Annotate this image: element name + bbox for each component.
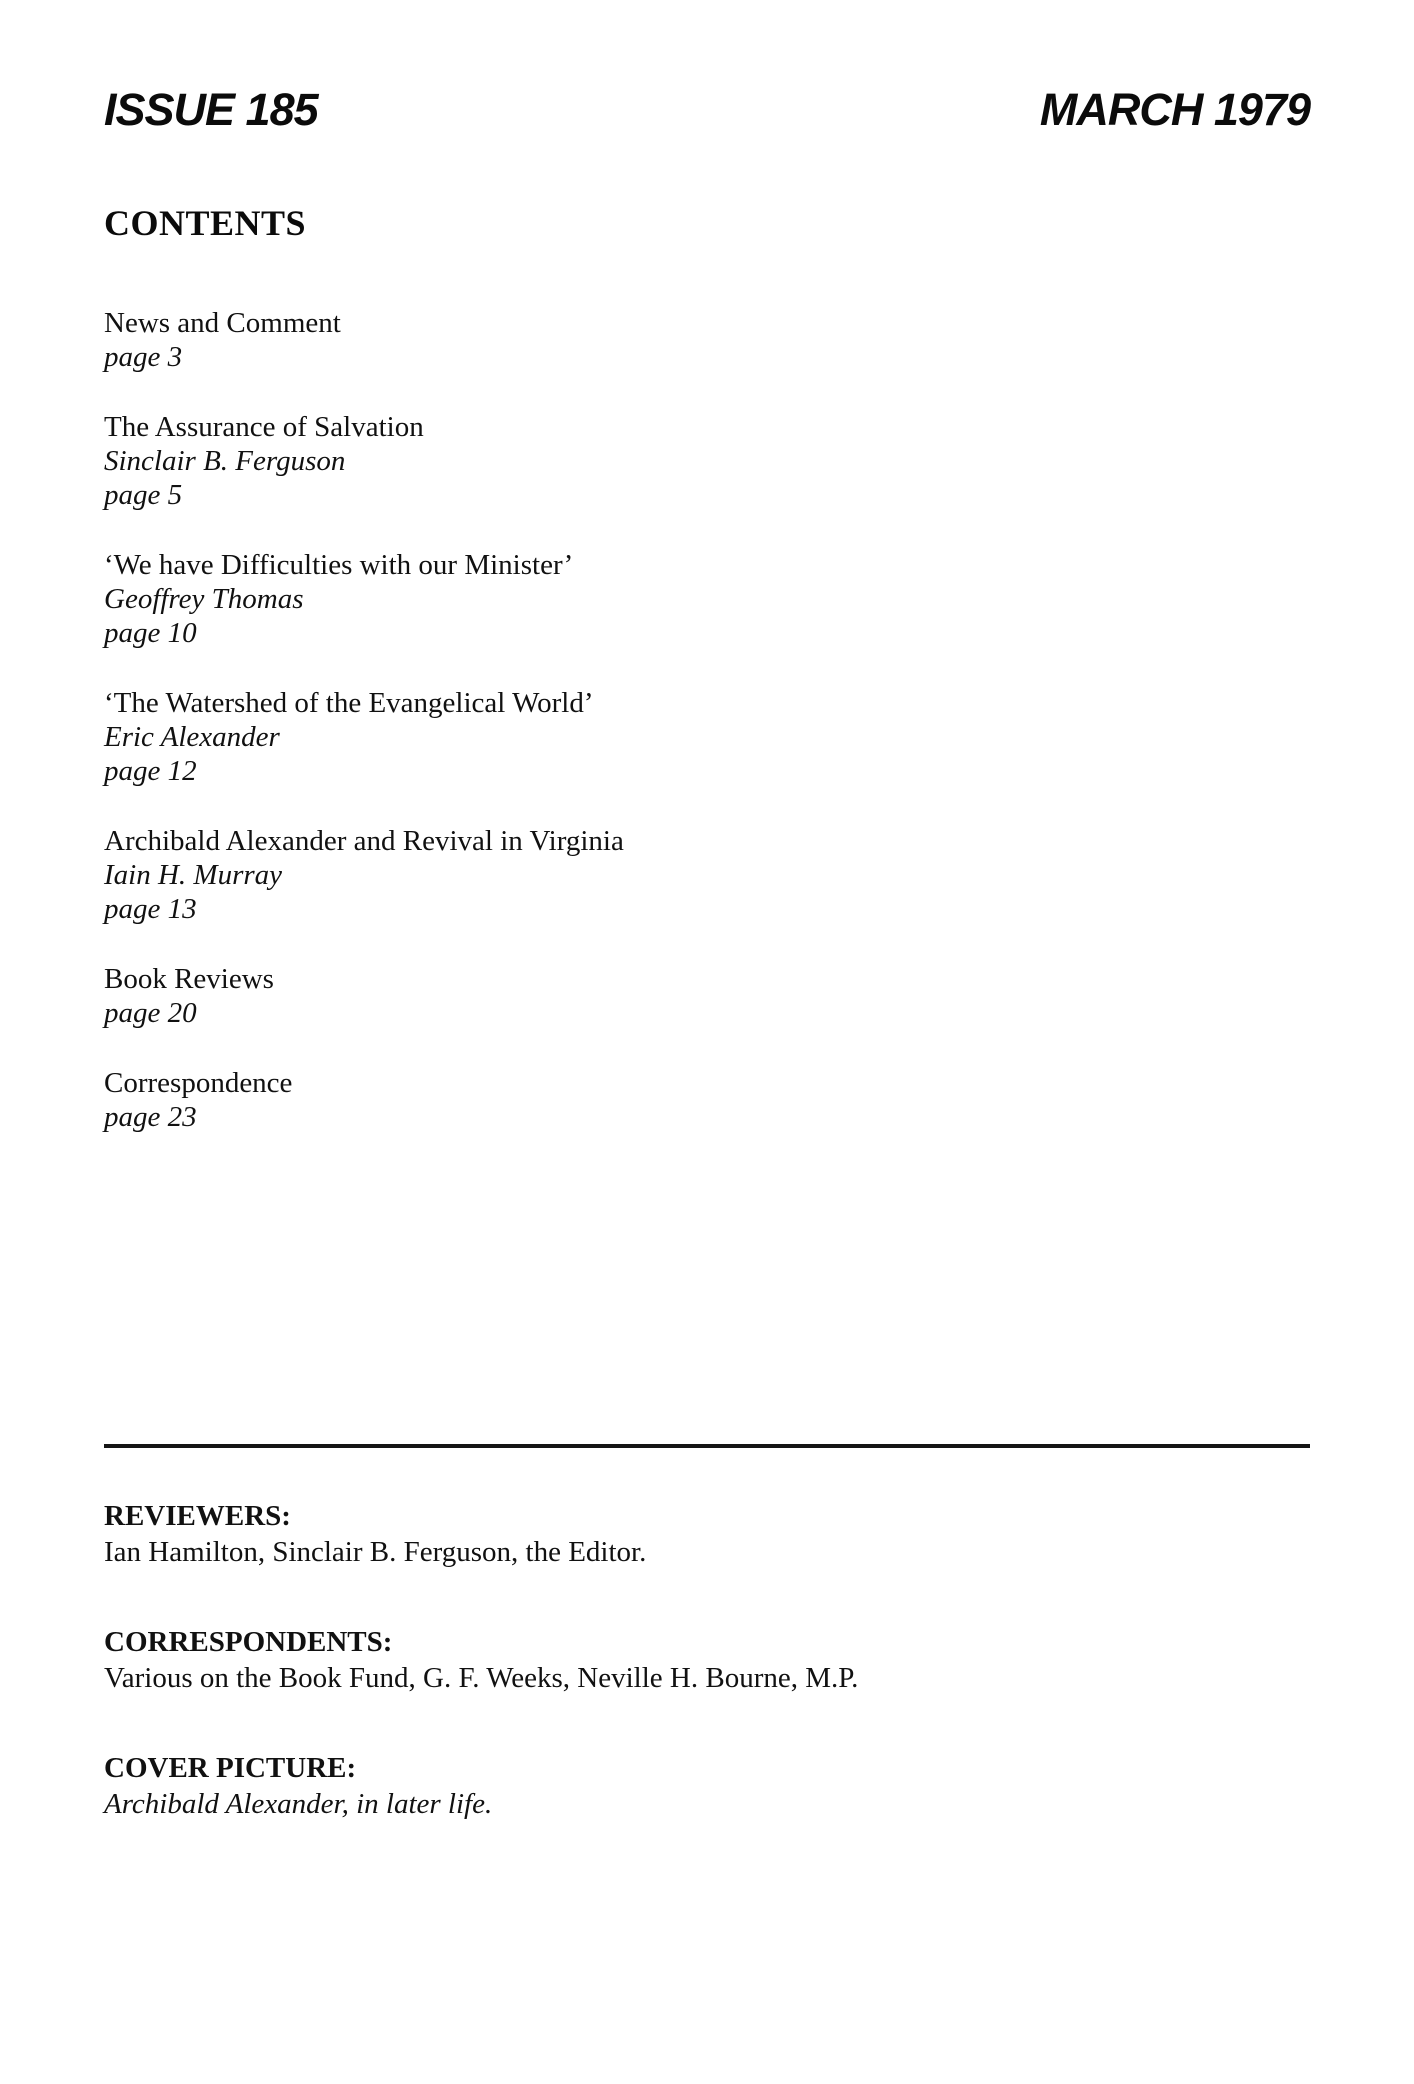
toc-entry bbox=[104, 962, 1310, 1030]
correspondents-heading: CORRESPONDENTS: bbox=[104, 1626, 393, 1658]
table-of-contents bbox=[104, 306, 1310, 1134]
correspondents-section bbox=[104, 1624, 1310, 1696]
toc-entry-page: page 20 bbox=[104, 997, 197, 1029]
toc-entry bbox=[104, 686, 1310, 788]
masthead bbox=[104, 84, 1310, 136]
reviewers-section bbox=[104, 1498, 1310, 1570]
toc-entry-author: Eric Alexander bbox=[104, 721, 280, 753]
issue-number: ISSUE 185 bbox=[104, 84, 318, 135]
toc-entry-page: page 12 bbox=[104, 755, 197, 787]
toc-entry-page: page 5 bbox=[104, 479, 183, 511]
toc-entry-title: ‘The Watershed of the Evangelical World’ bbox=[104, 687, 594, 719]
cover-picture-heading: COVER PICTURE: bbox=[104, 1752, 357, 1784]
cover-picture-section bbox=[104, 1750, 1310, 1822]
credits-block bbox=[104, 1498, 1310, 1822]
toc-entry-author: Sinclair B. Ferguson bbox=[104, 445, 346, 477]
toc-entry-page: page 3 bbox=[104, 341, 183, 373]
divider-rule bbox=[104, 1444, 1310, 1448]
toc-entry-title: Archibald Alexander and Revival in Virginia bbox=[104, 825, 624, 857]
toc-entry bbox=[104, 1066, 1310, 1134]
reviewers-text: Ian Hamilton, Sinclair B. Ferguson, the Editor. bbox=[104, 1536, 647, 1568]
correspondents-text: Various on the Book Fund, G. F. Weeks, Neville H. Bourne, M.P. bbox=[104, 1662, 859, 1694]
toc-entry bbox=[104, 410, 1310, 512]
toc-entry-author: Geoffrey Thomas bbox=[104, 583, 304, 615]
toc-entry-title: Correspondence bbox=[104, 1067, 293, 1099]
contents-page bbox=[0, 84, 1414, 1822]
toc-entry-title: Book Reviews bbox=[104, 963, 274, 995]
toc-entry-title: ‘We have Difficulties with our Minister’ bbox=[104, 549, 574, 581]
cover-picture-text: Archibald Alexander, in later life. bbox=[104, 1788, 493, 1820]
toc-entry-title: News and Comment bbox=[104, 307, 341, 339]
issue-date: MARCH 1979 bbox=[1039, 84, 1310, 135]
toc-entry bbox=[104, 548, 1310, 650]
contents-heading: CONTENTS bbox=[104, 203, 307, 243]
reviewers-heading: REVIEWERS: bbox=[104, 1500, 291, 1532]
toc-entry-title: The Assurance of Salvation bbox=[104, 411, 424, 443]
toc-entry bbox=[104, 306, 1310, 374]
toc-entry-page: page 10 bbox=[104, 617, 197, 649]
toc-entry-page: page 23 bbox=[104, 1101, 197, 1133]
toc-entry-page: page 13 bbox=[104, 893, 197, 925]
toc-entry-author: Iain H. Murray bbox=[104, 859, 283, 891]
toc-entry bbox=[104, 824, 1310, 926]
